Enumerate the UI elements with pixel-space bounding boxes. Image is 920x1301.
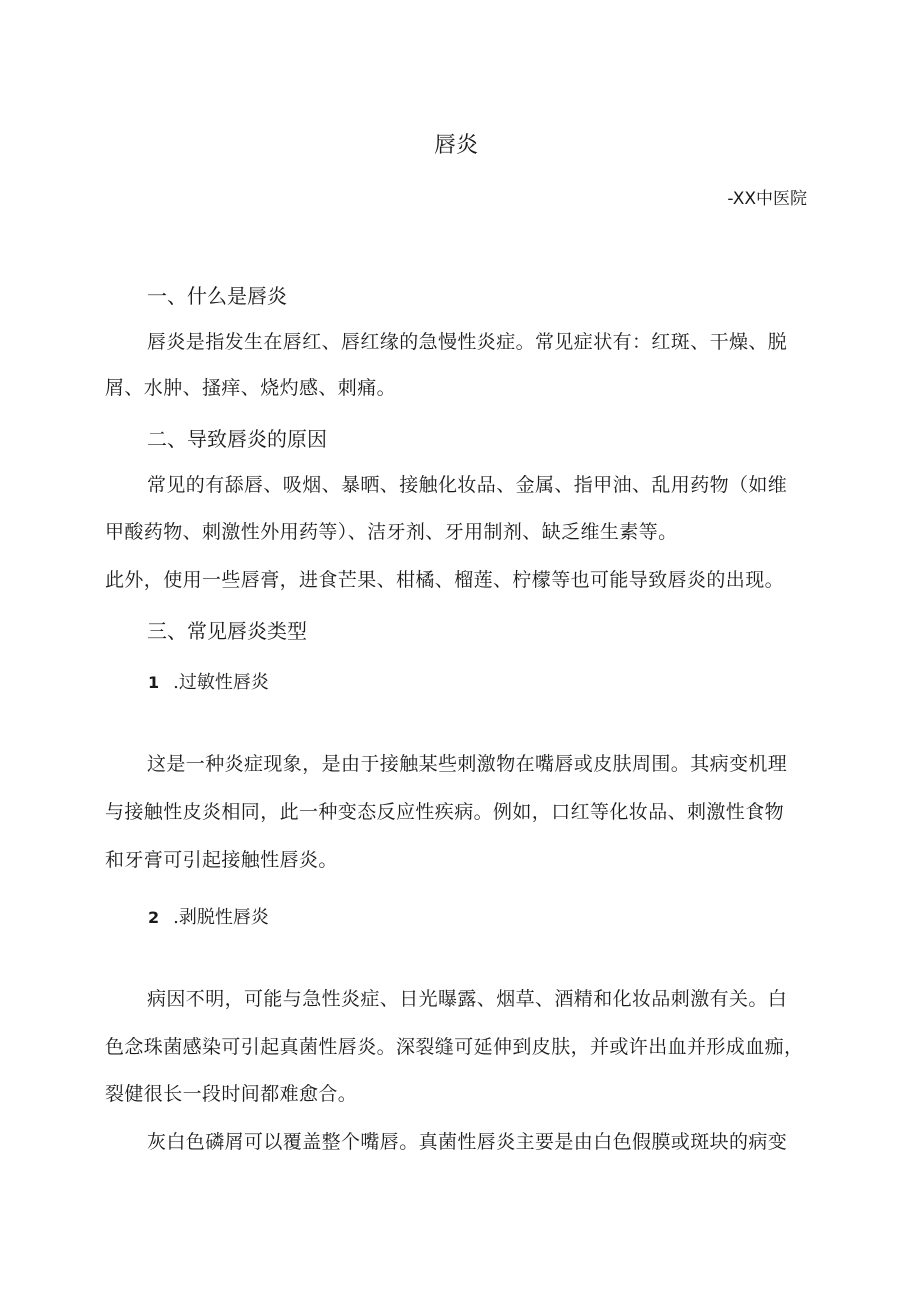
paragraph-line: 色念珠菌感染可引起真菌性唇炎。深裂缝可延伸到皮肤，并或许出血并形成血痂，: [105, 1036, 804, 1058]
subsection-number: 2: [148, 908, 160, 927]
subsection-label: .剥脱性唇炎: [173, 907, 269, 928]
paragraph-line: 屑、水肿、搔痒、烧灼感、刺痛。: [105, 377, 397, 399]
document-author: -XX中医院: [727, 189, 807, 209]
section-heading-3: 三、常见唇炎类型: [147, 619, 307, 643]
document-title: 唇炎: [433, 133, 478, 158]
subsection-heading-1: [148, 668, 269, 694]
paragraph-line: 灰白色磷屑可以覆盖整个嘴唇。真菌性唇炎主要是由白色假膜或斑块的病变: [147, 1131, 788, 1153]
subsection-number: 1: [148, 673, 160, 692]
paragraph-line: 甲酸药物、刺激性外用药等）、洁牙剂、牙用制剂、缺乏维生素等。: [105, 521, 678, 543]
paragraph-line: 和牙膏可引起接触性唇炎。: [105, 849, 338, 871]
paragraph-line: 此外，使用一些唇膏，进食芒果、柑橘、榴莲、柠檬等也可能导致唇炎的出现。: [105, 569, 785, 591]
paragraph-line: 唇炎是指发生在唇红、唇红缘的急慢性炎症。常见症状有：红斑、干燥、脱: [147, 331, 788, 353]
paragraph-line: 常见的有舔唇、吸烟、暴晒、接触化妆品、金属、指甲油、乱用药物（如维: [147, 474, 788, 496]
paragraph-line: 裂健很长一段时间都难愈合。: [105, 1083, 358, 1105]
paragraph-line: 这是一种炎症现象，是由于接触某些刺激物在嘴唇或皮肤周围。其病变机理: [147, 753, 788, 775]
section-heading-2: 二、导致唇炎的原因: [147, 427, 327, 451]
section-heading-1: 一、什么是唇炎: [147, 284, 287, 308]
paragraph-line: 与接触性皮炎相同，此一种变态反应性疾病。例如，口红等化妆品、刺激性食物: [105, 801, 785, 823]
subsection-heading-2: [148, 903, 269, 929]
paragraph-line: 病因不明，可能与急性炎症、日光曝露、烟草、酒精和化妆品刺激有关。白: [147, 988, 788, 1010]
subsection-label: .过敏性唇炎: [173, 672, 269, 693]
